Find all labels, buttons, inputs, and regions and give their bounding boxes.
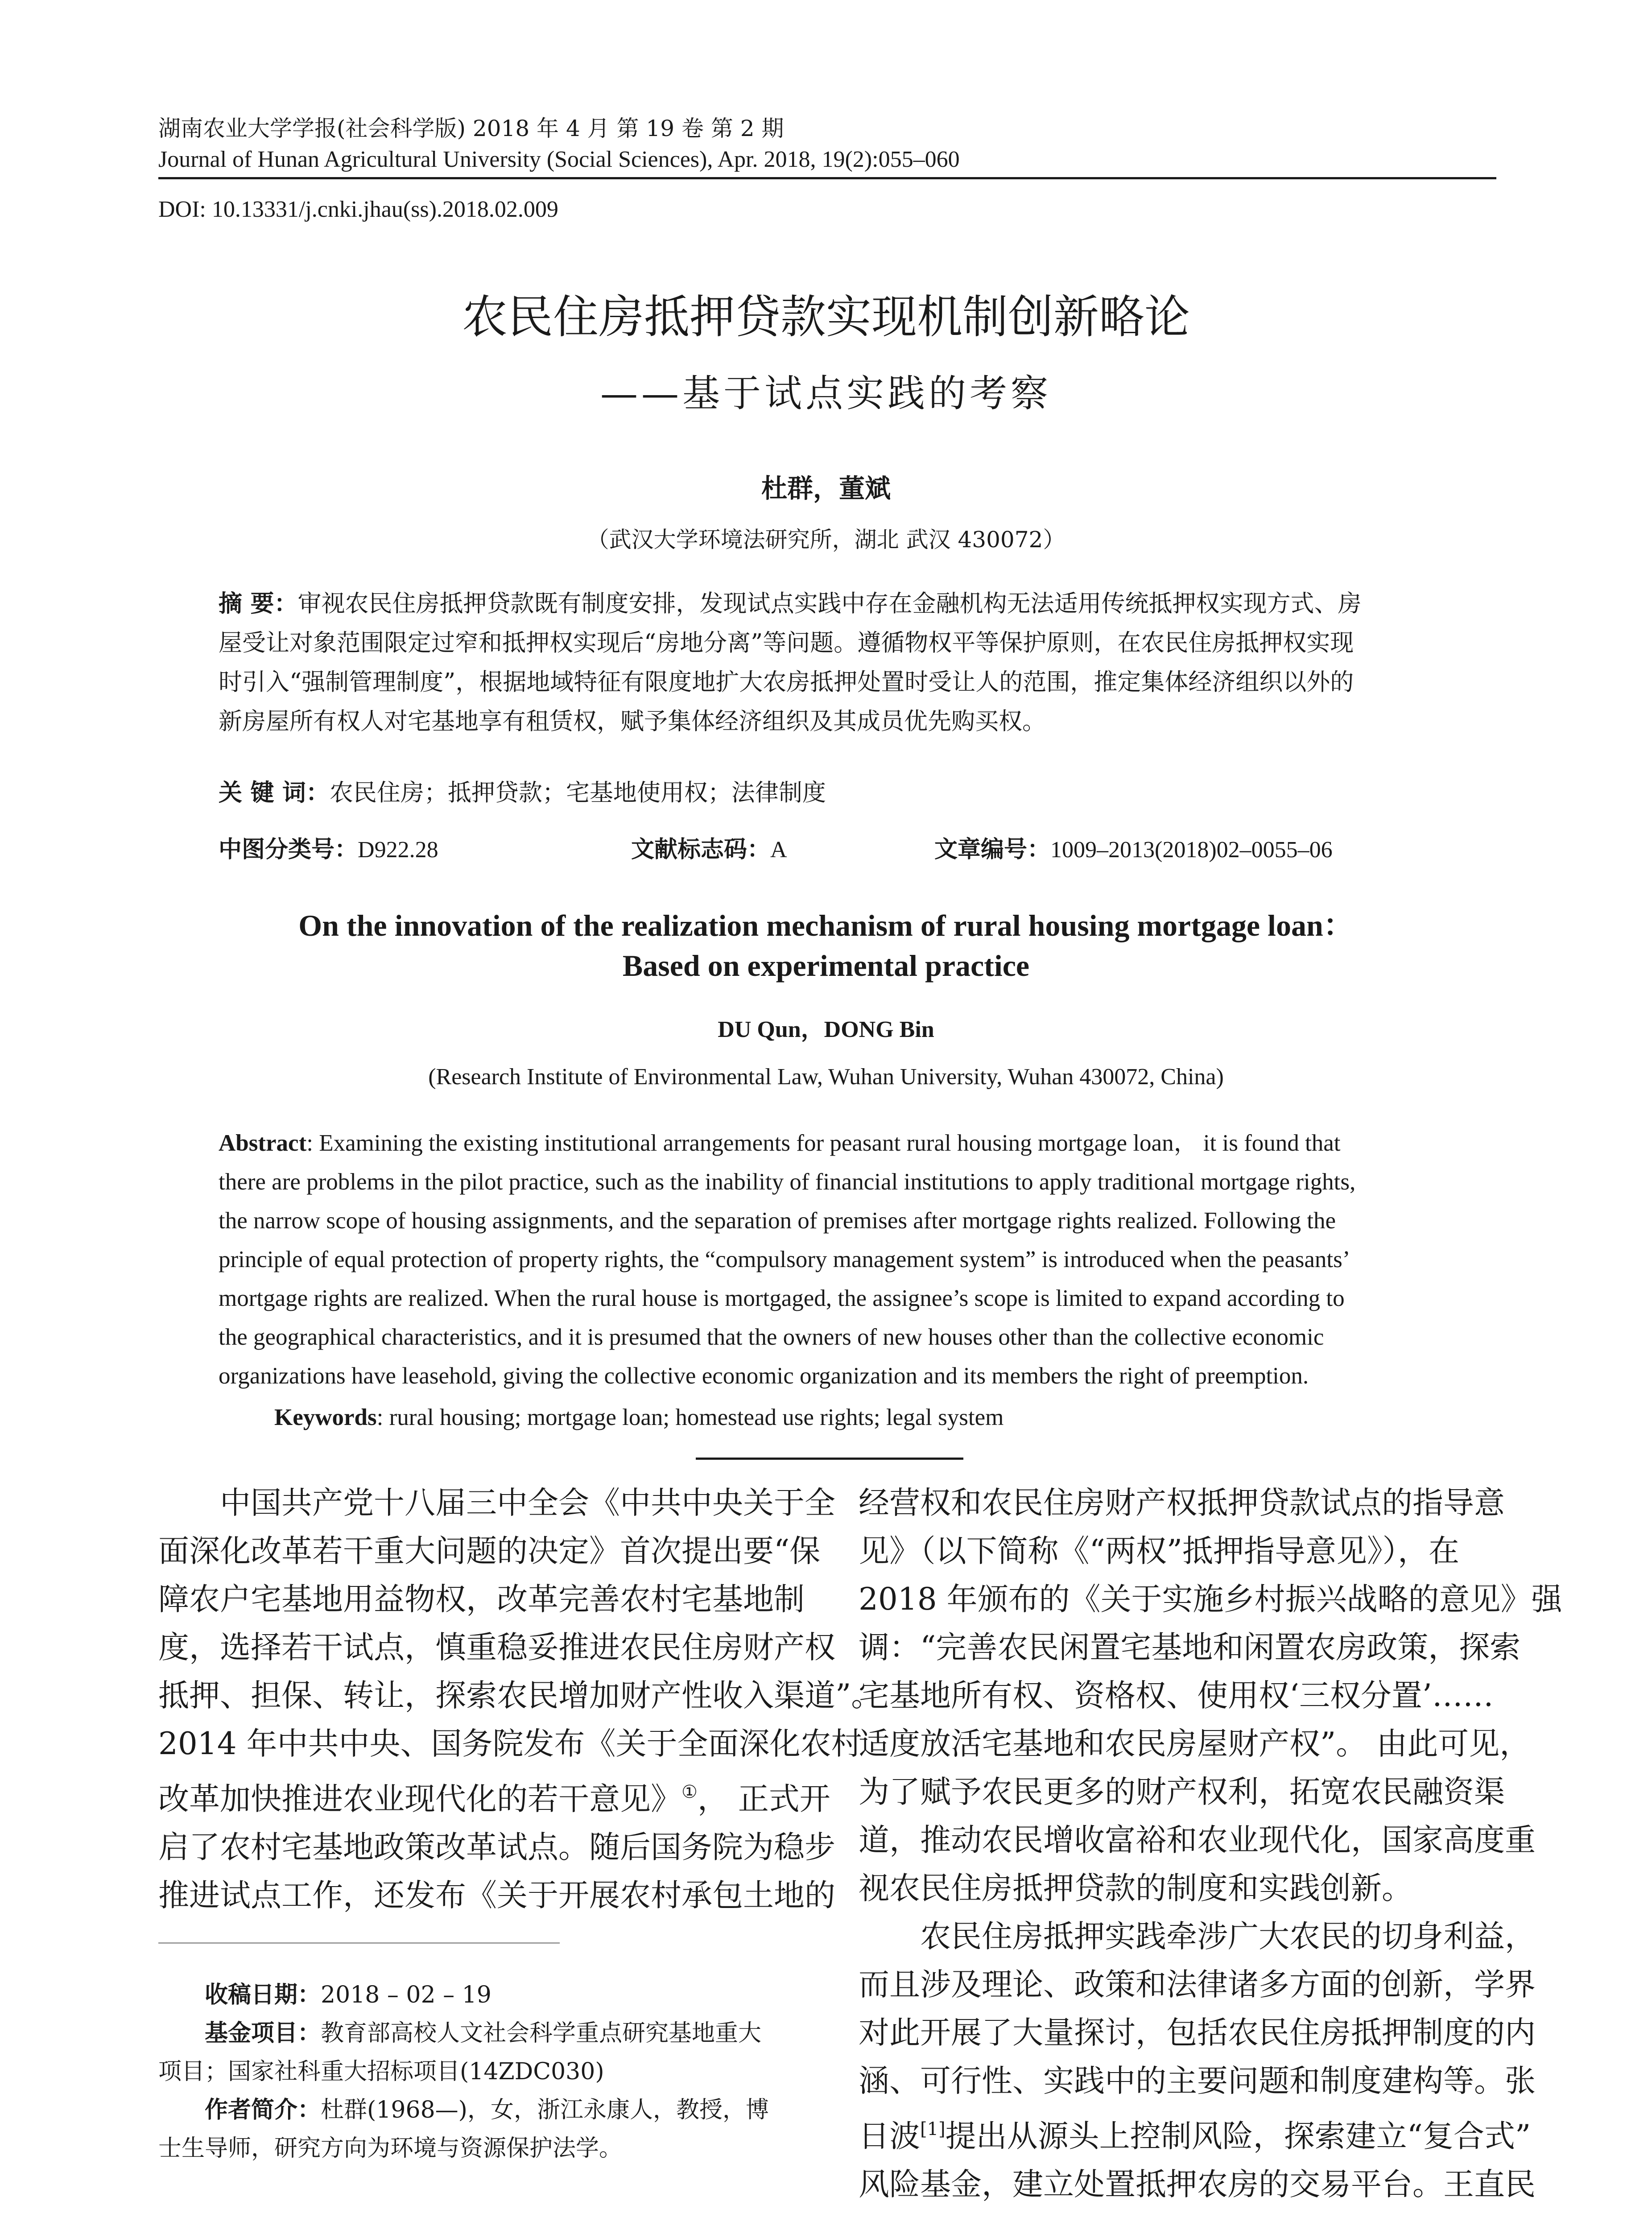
body-line: 2018 年颁布的《关于实施乡村振兴战略的意见》强 [859, 1582, 1562, 1617]
body-line: 涵、可行性、实践中的主要问题和制度建构等。张 [859, 2063, 1536, 2099]
body-line: 改革加快推进农业现代化的若干意见》①， 正式开 [158, 1781, 830, 1817]
abstract-en [219, 1124, 1454, 1396]
body-line: 障农户宅基地用益物权，改革完善农村宅基地制 [158, 1582, 805, 1617]
keywords-en: Keywords: rural housing; mortgage loan; homestead use rights; legal system [274, 1404, 1004, 1430]
body-line: 推进试点工作，还发布《关于开展农村承包土地的 [158, 1878, 835, 1913]
paper-authors: 杜群，董斌 [761, 473, 891, 504]
abstract-line: 时引入“强制管理制度”，根据地域特征有限度地扩大农房抵押处置时受让人的范围，推定集体经济组织以外的 [219, 669, 1354, 696]
received-date: 收稿日期：2018 – 02 – 19 [205, 1982, 491, 2008]
doi: DOI: 10.13331/j.cnki.jhau(ss).2018.02.009 [158, 197, 558, 222]
abstract-cn [219, 584, 1454, 741]
body-line: 宅基地所有权、资格权、使用权‘三权分置’…… [859, 1678, 1494, 1714]
journal-header-cn: 湖南农业大学学报(社会科学版) 2018 年 4 月 第 19 卷 第 2 期 [158, 116, 784, 141]
abstract-en-line: mortgage rights are realized. When the rural house is mortgaged, the assignee’s scope is limited to expand according to [219, 1285, 1345, 1311]
article-id: 文章编号：1009–2013(2018)02–0055–06 [934, 836, 1333, 863]
body-line: 抵押、担保、转让，探索农民增加财产性收入渠道”。 [158, 1678, 882, 1714]
keywords-label: 关 键 词： [219, 779, 330, 806]
body-line: 2014 年中共中央、国务院发布《关于全面深化农村 [158, 1726, 862, 1762]
abstract-line: 新房屋所有权人对宅基地享有租赁权，赋予集体经济组织及其成员优先购买权。 [219, 708, 1046, 735]
author-affiliation: （武汉大学环境法研究所，湖北 武汉 430072） [586, 527, 1066, 553]
abstract-line: 屋受让对象范围限定过窄和抵押权实现后“房地分离”等问题。遵循物权平等保护原则，在农民住房抵押权实现 [219, 629, 1354, 657]
abstract-en-line: there are problems in the pilot practice, such as the inability of financial institutions to apply traditional mortgage rights, [219, 1169, 1356, 1195]
abstract-en-line: organizations have leasehold, giving the collective economic organization and its members the right of preemption. [219, 1363, 1309, 1389]
body-line: 调：“完善农民闲置宅基地和闲置农房政策，探索 [859, 1630, 1521, 1665]
body-left-column [158, 1479, 882, 1920]
abstract-en-line: the narrow scope of housing assignments, and the separation of premises after mortgage rights realized. Following the [219, 1208, 1336, 1234]
fund-info: 基金项目：教育部高校人文社会科学重点研究基地重大 [205, 2020, 762, 2047]
body-line: 面深化改革若干重大问题的决定》首次提出要“保 [158, 1533, 821, 1569]
clc-number: 中图分类号：D922.28 [219, 836, 438, 863]
fund-info-cont: 项目；国家社科重大招标项目(14ZDC030) [158, 2058, 604, 2085]
body-line: 适度放活宅基地和农民房屋财产权”。 由此可见， [859, 1726, 1531, 1762]
body-line: 见》（以下简称《“两权”抵押指导意见》），在 [859, 1533, 1460, 1569]
body-line: 日波[1]提出从源头上控制风险，探索建立“复合式” [859, 2118, 1531, 2154]
header-rule [158, 177, 1496, 179]
body-line: 启了农村宅基地政策改革试点。随后国务院为稳步 [158, 1829, 835, 1865]
journal-header-en: Journal of Hunan Agricultural University (Social Sciences), Apr. 2018, 19(2):055–060 [158, 147, 960, 172]
body-right-column [859, 1479, 1562, 2209]
abstract-en-line: principle of equal protection of property rights, the “compulsory management system” is introduced when the peasants’ [219, 1247, 1351, 1272]
abstract-line: 摘 要：审视农民住房抵押贷款既有制度安排，发现试点实践中存在金融机构无法适用传统抵押权实现方式、房 [219, 590, 1362, 617]
section-divider [696, 1458, 963, 1460]
body-line: 为了赋予农民更多的财产权利，拓宽农民融资渠 [859, 1774, 1505, 1810]
body-line: 而且涉及理论、政策和法律诸多方面的创新，学界 [859, 1967, 1536, 2003]
body-line: 对此开展了大量探讨，包括农民住房抵押制度的内 [859, 2015, 1536, 2051]
body-line: 中国共产党十八届三中全会《中共中央关于全 [158, 1485, 835, 1521]
body-line: 农民住房抵押实践牵涉广大农民的切身利益， [859, 1919, 1536, 1954]
footnote-rule [158, 1942, 560, 1944]
footnotes [158, 1976, 803, 2168]
abstract-en-label: Abstract [219, 1130, 307, 1156]
abstract-label: 摘 要： [219, 590, 298, 617]
paper-subtitle: ——基于试点实践的考察 [600, 372, 1052, 415]
paper-title: 农民住房抵押贷款实现机制创新略论 [462, 291, 1190, 344]
citation-marker: [1] [920, 2119, 946, 2139]
keywords-cn [219, 774, 826, 808]
abstract-en-line: Abstract: Examining the existing institutional arrangements for peasant rural housing mortgage loan， it is found that [219, 1130, 1341, 1156]
abstract-en-line: the geographical characteristics, and it is presumed that the owners of new houses other than the collective economic [219, 1324, 1324, 1350]
body-line: 视农民住房抵押贷款的制度和实践创新。 [859, 1871, 1412, 1906]
body-line: 度，选择若干试点，慎重稳妥推进农民住房财产权 [158, 1630, 835, 1665]
body-line: 道，推动农民增收富裕和农业现代化，国家高度重 [859, 1822, 1536, 1858]
body-line: 经营权和农民住房财产权抵押贷款试点的指导意 [859, 1485, 1505, 1521]
english-affiliation: (Research Institute of Environmental Law, Wuhan University, Wuhan 430072, China) [428, 1064, 1224, 1090]
body-line: 风险基金，建立处置抵押农房的交易平台。王直民 [859, 2167, 1536, 2202]
keywords-value: 农民住房；抵押贷款；宅基地使用权；法律制度 [329, 779, 826, 806]
footnote-marker: ① [681, 1782, 698, 1802]
document-code: 文献标志码：A [631, 836, 787, 863]
english-authors: DU Qun，DONG Bin [718, 1017, 934, 1042]
author-bio: 作者简介：杜群(1968—)，女，浙江永康人，教授，博 [205, 2097, 769, 2123]
english-title: On the innovation of the realization mechanism of rural housing mortgage loan： Based on experimental practice [298, 909, 1354, 983]
author-bio-cont: 士生导师，研究方向为环境与资源保护法学。 [158, 2135, 623, 2162]
